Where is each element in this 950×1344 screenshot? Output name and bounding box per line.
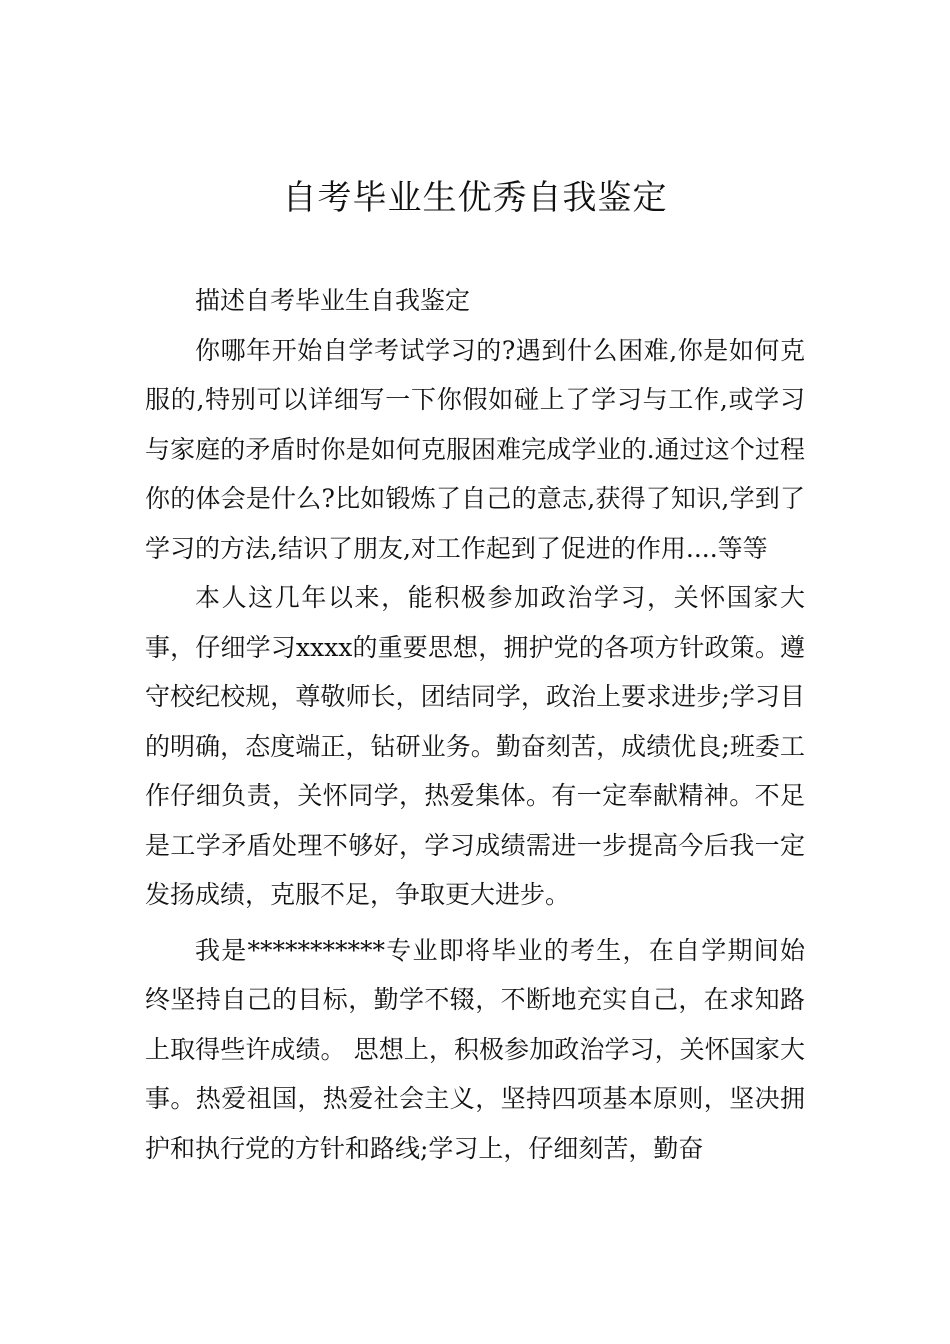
document-body — [145, 276, 805, 1173]
paragraph-sample-2: 我是***********专业即将毕业的考生，在自学期间始终坚持自己的目标，勤学不辍，不断地充实自己，在求知路上取得些许成绩。 思想上，积极参加政治学习，关怀国家大事。热爱祖国，热爱社会主义，坚持四项基本原则，坚决拥护和执行党的方针和路线;学习上，仔细刻苦，勤奋 — [145, 935, 805, 1163]
paragraph-heading: 描述自考毕业生自我鉴定 — [195, 286, 471, 315]
paragraph-instructions: 你哪年开始自学考试学习的?遇到什么困难,你是如何克服的,特别可以详细写一下你假如碰上了学习与工作,或学习与家庭的矛盾时你是如何克服困难完成学业的.通过这个过程你的体会是什么?比如锻炼了自己的意志,获得了知识,学到了学习的方法,结识了朋友,对工作起到了促进的作用....等等 — [145, 335, 805, 563]
document-title: 自考毕业生优秀自我鉴定 — [282, 178, 668, 218]
paragraph-sample-1: 本人这几年以来，能积极参加政治学习，关怀国家大事，仔细学习xxxx的重要思想，拥护党的各项方针政策。遵守校纪校规，尊敬师长，团结同学，政治上要求进步;学习目的明确，态度端正，钻研业务。勤奋刻苦，成绩优良;班委工作仔细负责，关怀同学，热爱集体。有一定奉献精神。不足是工学矛盾处理不够好，学习成绩需进一步提高今后我一定发扬成绩，克服不足，争取更大进步。 — [145, 583, 805, 909]
